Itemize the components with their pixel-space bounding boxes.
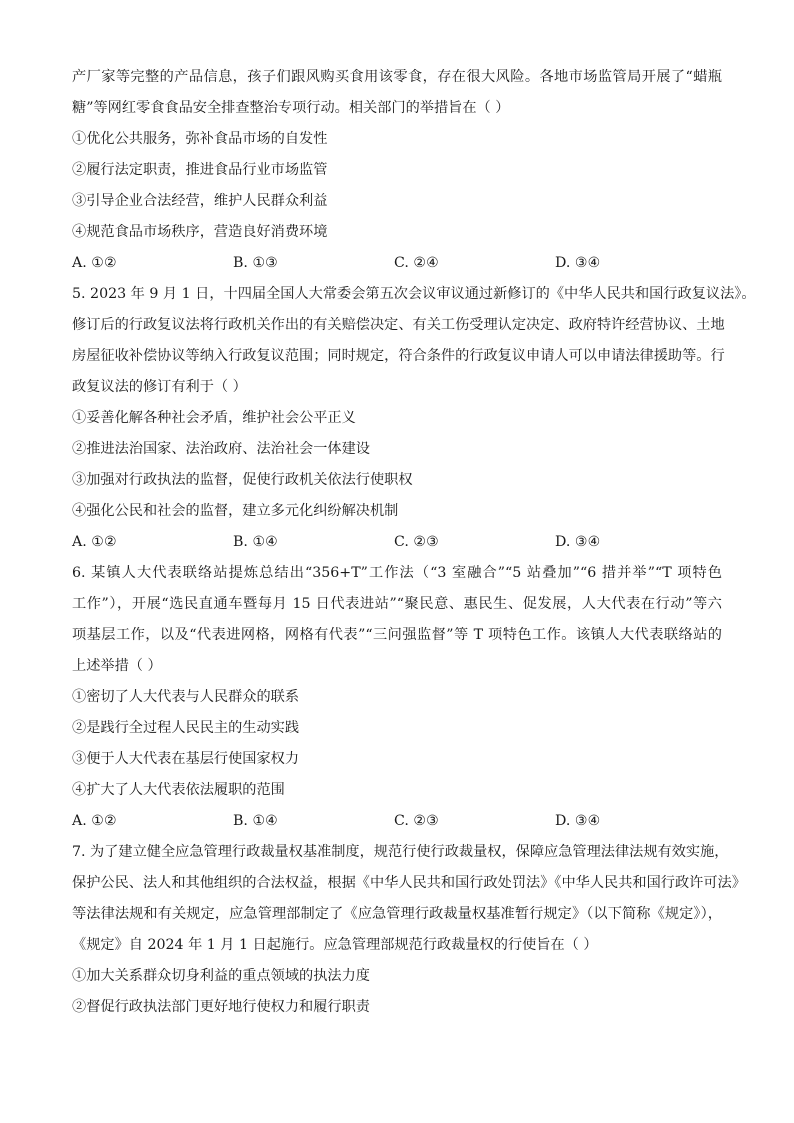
q6-option: ①密切了人大代表与人民群众的联系 (72, 689, 300, 705)
q6-stem-line: 项基层工作，以及“代表进网格，网格有代表”“三问强监督”等 T 项特色工作。该镇人大代表联络站的 (72, 627, 722, 643)
q4-option: ③引导企业合法经营，维护人民群众利益 (72, 193, 328, 209)
q5-choices (72, 527, 722, 558)
q6-stem-line: 6. 某镇人大代表联络站提炼总结出“356+T”工作法（“3 室融合”“5 站叠加”“6 措并举”“T 项特色 (72, 565, 722, 581)
q5-stem-line: 房屋征收补偿协议等纳入行政复议范围；同时规定，符合条件的行政复议申请人可以申请法律援助等。行 (72, 348, 725, 364)
q6-option: ④扩大了人大代表依法履职的范围 (72, 782, 285, 798)
q6-stem-line: 上述举措（ ） (72, 658, 162, 674)
question-5 (72, 279, 756, 558)
q5-option: ①妥善化解各种社会矛盾，维护社会公平正义 (72, 410, 356, 426)
q5-choice-c: C. ②③ (394, 534, 439, 550)
q5-choice-b: B. ①④ (233, 534, 278, 550)
q6-choices (72, 806, 722, 837)
question-6 (72, 558, 722, 837)
q7-option: ①加大关系群众切身利益的重点领域的执法力度 (72, 968, 370, 984)
question-7 (72, 837, 746, 1023)
q4-stem-line: 产厂家等完整的产品信息，孩子们跟风购买食用该零食，存在很大风险。各地市场监管局开展了“蜡瓶 (72, 69, 722, 85)
q6-choice-c: C. ②③ (394, 813, 439, 829)
q7-stem-line: 《规定》自 2024 年 1 月 1 日起施行。应急管理部规范行政裁量权的行使旨在（ ） (72, 937, 598, 953)
q4-choice-c: C. ②④ (394, 255, 439, 271)
q4-choice-d: D. ③④ (555, 255, 601, 271)
q6-choice-d: D. ③④ (555, 813, 601, 829)
q7-stem-line: 保护公民、法人和其他组织的合法权益，根据《中华人民共和国行政处罚法》《中华人民共和国行政许可法》 (72, 875, 746, 891)
exam-page (72, 62, 756, 1023)
q5-choice-a: A. ①② (72, 534, 117, 550)
q7-option: ②督促行政执法部门更好地行使权力和履行职责 (72, 999, 370, 1015)
q5-option: ④强化公民和社会的监督，建立多元化纠纷解决机制 (72, 503, 399, 519)
q5-stem-line: 修订后的行政复议法将行政机关作出的有关赔偿决定、有关工伤受理认定决定、政府特许经营协议、土地 (72, 317, 725, 333)
q5-option: ③加强对行政执法的监督，促使行政机关依法行使职权 (72, 472, 413, 488)
q4-option: ②履行法定职责，推进食品行业市场监管 (72, 162, 328, 178)
q6-choice-a: A. ①② (72, 813, 117, 829)
question-4 (72, 62, 722, 279)
q5-choice-d: D. ③④ (555, 534, 601, 550)
q6-choice-b: B. ①④ (233, 813, 278, 829)
q6-option: ②是践行全过程人民民主的生动实践 (72, 720, 300, 736)
q4-option: ①优化公共服务，弥补食品市场的自发性 (72, 131, 328, 147)
q6-option: ③便于人大代表在基层行使国家权力 (72, 751, 300, 767)
q4-choice-a: A. ①② (72, 255, 117, 271)
q5-stem-line: 5. 2023 年 9 月 1 日，十四届全国人大常委会第五次会议审议通过新修订的《中华人民共和国行政复议法》。 (72, 286, 756, 302)
q5-option: ②推进法治国家、法治政府、法治社会一体建设 (72, 441, 370, 457)
q4-choice-b: B. ①③ (233, 255, 278, 271)
q7-stem-line: 等法律法规和有关规定，应急管理部制定了《应急管理行政裁量权基准暂行规定》（以下简称《规定》）， (72, 906, 722, 922)
q5-stem-line: 政复议法的修订有利于（ ） (72, 379, 247, 395)
q4-stem-line: 糖”等网红零食食品安全排查整治专项行动。相关部门的举措旨在（ ） (72, 100, 510, 116)
q7-stem-line: 7. 为了建立健全应急管理行政裁量权基准制度，规范行使行政裁量权，保障应急管理法律法规有效实施， (72, 844, 729, 860)
q4-choices (72, 248, 722, 279)
q4-option: ④规范食品市场秩序，营造良好消费环境 (72, 224, 328, 240)
q6-stem-line: 工作”），开展“选民直通车暨每月 15 日代表进站”“聚民意、惠民生、促发展，人大代表在行动”等六 (72, 596, 722, 612)
